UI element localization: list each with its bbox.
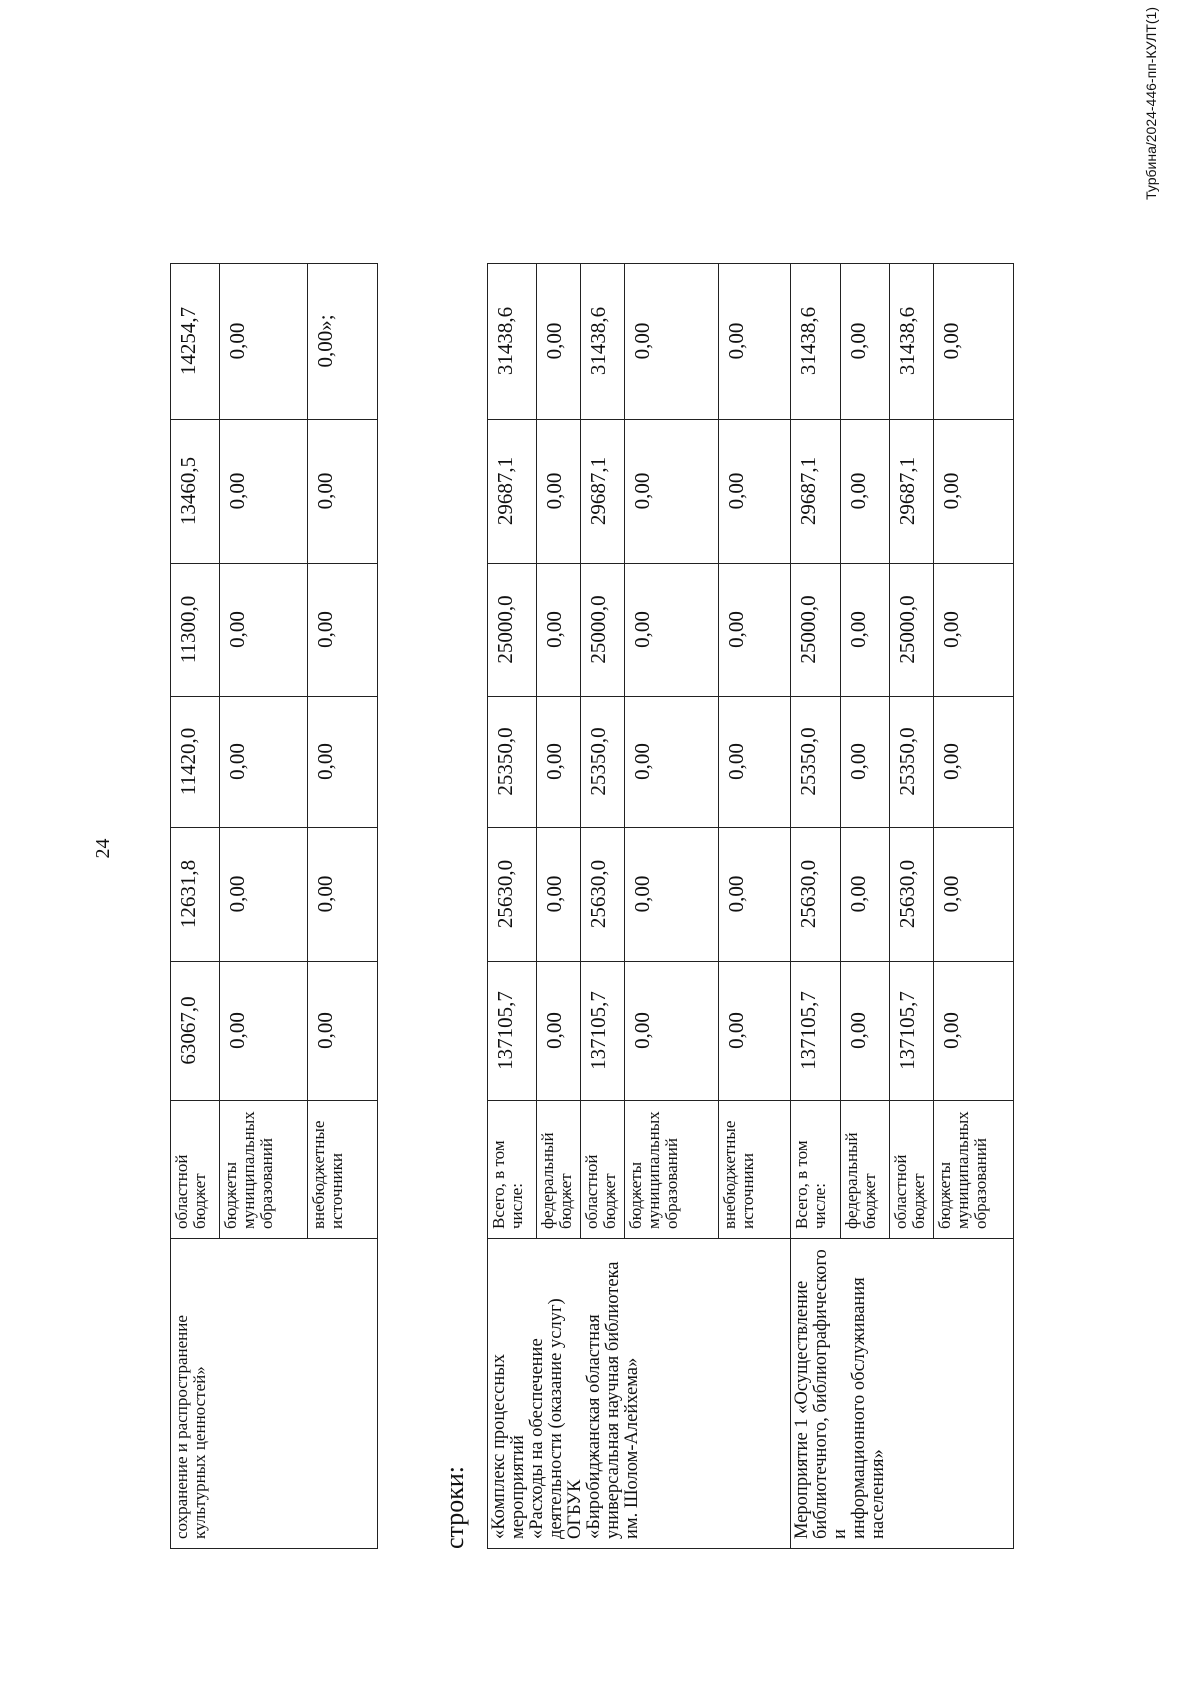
value-cell: 0,00 xyxy=(841,264,890,420)
value-cell: 0,00 xyxy=(934,564,1014,697)
funding-source: федеральный бюджет xyxy=(841,1101,890,1239)
funding-source: Всего, в том числе: xyxy=(488,1101,537,1239)
value-cell: 137105,7 xyxy=(890,962,934,1101)
value-cell: 31438,6 xyxy=(890,264,934,420)
value-cell: 31438,6 xyxy=(791,264,841,420)
funding-source xyxy=(308,1101,378,1239)
value-cell: 25350,0 xyxy=(791,697,841,828)
value-cell: 29687,1 xyxy=(791,420,841,564)
funding-source: областной бюджет xyxy=(890,1101,934,1239)
value-cell: 0,00 xyxy=(220,962,308,1101)
value-cell: 25350,0 xyxy=(581,697,625,828)
value-cell: 0,00 xyxy=(625,697,719,828)
value-cell: 29687,1 xyxy=(890,420,934,564)
source-line: источники xyxy=(738,1152,757,1229)
value-cell: 0,00 xyxy=(308,962,378,1101)
value-cell: 0,00 xyxy=(220,828,308,962)
value-cell: 0,00 xyxy=(220,564,308,697)
value-cell: 11420,0 xyxy=(171,697,220,828)
description-line: информационного обслуживания xyxy=(849,1277,869,1539)
measure-description xyxy=(791,1239,1014,1549)
value-cell: 0,00 xyxy=(934,828,1014,962)
value-cell: 0,00 xyxy=(719,697,791,828)
description-line: им. Шолом-Алейхема» xyxy=(622,1357,642,1539)
value-cell: 137105,7 xyxy=(488,962,537,1101)
value-cell: 0,00 xyxy=(537,828,581,962)
value-cell: 63067,0 xyxy=(171,962,220,1101)
description-line: библиотечного, библиографического и xyxy=(811,1249,850,1539)
source-line: муниципальных xyxy=(239,1111,258,1229)
funding-source: Всего, в том числе: xyxy=(791,1101,841,1239)
description-line: населения» xyxy=(868,1449,888,1539)
document-code: Турбина/2024-446-пп-КУЛТ(1) xyxy=(1143,7,1159,200)
source-line: внебюджетные xyxy=(720,1120,739,1229)
value-cell: 0,00 xyxy=(625,264,719,420)
value-cell: 0,00 xyxy=(841,962,890,1101)
value-cell: 0,00 xyxy=(841,697,890,828)
value-cell: 12631,8 xyxy=(171,828,220,962)
source-line: бюджеты xyxy=(935,1161,954,1229)
value-cell: 25630,0 xyxy=(890,828,934,962)
funding-source xyxy=(934,1101,1014,1239)
value-cell: 0,00 xyxy=(537,264,581,420)
source-line: бюджеты xyxy=(221,1161,240,1229)
value-cell: 25000,0 xyxy=(791,564,841,697)
value-cell: 0,00 xyxy=(841,564,890,697)
funding-table-continued xyxy=(170,263,378,1549)
value-cell: 0,00 xyxy=(625,962,719,1101)
funding-source xyxy=(719,1101,791,1239)
value-cell: 0,00»; xyxy=(308,264,378,420)
description-line: «Биробиджанская областная xyxy=(584,1314,604,1539)
value-cell: 137105,7 xyxy=(791,962,841,1101)
value-cell: 0,00 xyxy=(719,564,791,697)
strings-label: строки: xyxy=(440,1466,469,1549)
table-row xyxy=(791,264,841,1549)
measure-description xyxy=(488,1239,791,1549)
value-cell: 0,00 xyxy=(537,420,581,564)
value-cell: 25350,0 xyxy=(488,697,537,828)
funding-source: федеральный бюджет xyxy=(537,1101,581,1239)
value-cell: 0,00 xyxy=(308,697,378,828)
value-cell: 25630,0 xyxy=(791,828,841,962)
value-cell: 25630,0 xyxy=(488,828,537,962)
value-cell: 14254,7 xyxy=(171,264,220,420)
description-line: Мероприятие 1 «Осуществление xyxy=(792,1280,812,1539)
value-cell: 0,00 xyxy=(934,962,1014,1101)
source-line: бюджеты xyxy=(626,1161,645,1229)
value-cell: 0,00 xyxy=(719,828,791,962)
value-cell: 0,00 xyxy=(308,420,378,564)
value-cell: 0,00 xyxy=(625,828,719,962)
value-cell: 0,00 xyxy=(625,420,719,564)
value-cell: 0,00 xyxy=(220,697,308,828)
value-cell: 0,00 xyxy=(537,697,581,828)
value-cell: 0,00 xyxy=(308,828,378,962)
value-cell: 0,00 xyxy=(220,264,308,420)
source-line: источники xyxy=(327,1152,346,1229)
description-line: «Расходы на обеспечение xyxy=(527,1338,547,1539)
funding-source xyxy=(220,1101,308,1239)
value-cell: 13460,5 xyxy=(171,420,220,564)
page-number: 24 xyxy=(92,838,114,859)
description-line: «Комплекс процессных мероприятий xyxy=(489,1354,528,1539)
value-cell: 25630,0 xyxy=(581,828,625,962)
source-line: муниципальных xyxy=(644,1111,663,1229)
value-cell: 11300,0 xyxy=(171,564,220,697)
value-cell: 25000,0 xyxy=(581,564,625,697)
value-cell: 137105,7 xyxy=(581,962,625,1101)
value-cell: 29687,1 xyxy=(488,420,537,564)
value-cell: 25350,0 xyxy=(890,697,934,828)
source-line: образований xyxy=(257,1138,276,1229)
source-line: образований xyxy=(971,1138,990,1229)
funding-source: областной бюджет xyxy=(581,1101,625,1239)
value-cell: 0,00 xyxy=(719,264,791,420)
value-cell: 0,00 xyxy=(719,420,791,564)
value-cell: 29687,1 xyxy=(581,420,625,564)
measure-description: сохранение и распространение культурных ценностей» xyxy=(171,1239,378,1549)
source-line: внебюджетные xyxy=(309,1120,328,1229)
value-cell: 0,00 xyxy=(934,420,1014,564)
value-cell: 0,00 xyxy=(719,962,791,1101)
value-cell: 0,00 xyxy=(308,564,378,697)
value-cell: 0,00 xyxy=(220,420,308,564)
value-cell: 31438,6 xyxy=(488,264,537,420)
value-cell: 0,00 xyxy=(841,420,890,564)
value-cell: 25000,0 xyxy=(890,564,934,697)
table-row xyxy=(488,264,537,1549)
source-line: муниципальных xyxy=(953,1111,972,1229)
funding-source xyxy=(625,1101,719,1239)
description-line: универсальная научная библиотека xyxy=(603,1261,623,1539)
value-cell: 0,00 xyxy=(934,264,1014,420)
source-line: образований xyxy=(662,1138,681,1229)
value-cell: 31438,6 xyxy=(581,264,625,420)
value-cell: 0,00 xyxy=(537,962,581,1101)
value-cell: 0,00 xyxy=(841,828,890,962)
value-cell: 0,00 xyxy=(934,697,1014,828)
value-cell: 0,00 xyxy=(537,564,581,697)
value-cell: 0,00 xyxy=(625,564,719,697)
description-line: деятельности (оказание услуг) ОГБУК xyxy=(546,1298,585,1539)
funding-table xyxy=(487,263,1014,1549)
funding-source: областной бюджет xyxy=(171,1101,220,1239)
value-cell: 25000,0 xyxy=(488,564,537,697)
table-row xyxy=(171,264,220,1549)
